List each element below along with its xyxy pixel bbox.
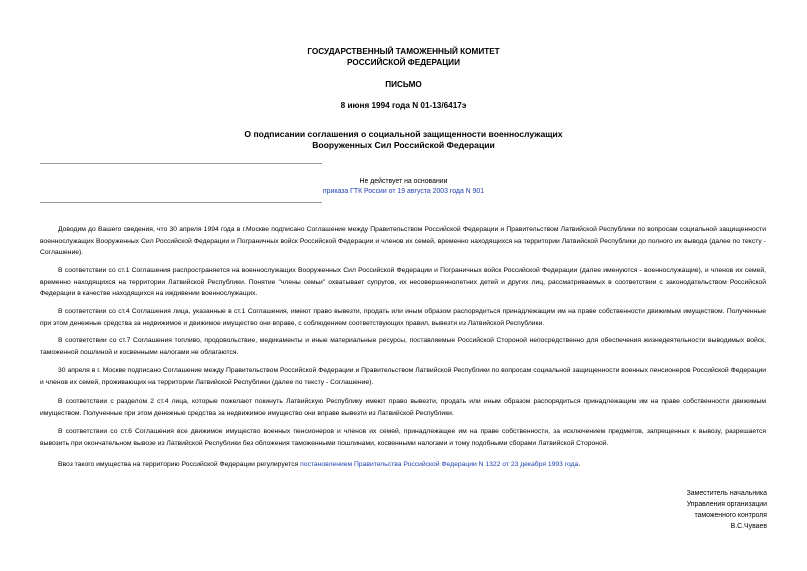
paragraph-8 [40, 459, 766, 471]
paragraph-5: 30 апреля в г. Москве подписано Соглашение между Правительством Российской Федерации и Правительством Латвийской Республики по вопросам социальной защищенности военных пенсионеров Российской Федерации и членов их семей, проживающих на территории Латвийской Республики (далее по тексту - Соглашение). [40, 367, 766, 386]
document-date-number: 8 июня 1994 года N 01-13/6417э [340, 101, 467, 110]
document-title [0, 129, 807, 151]
signature-position-3: таможенного контроля [694, 512, 767, 519]
agency-line-2: РОССИЙСКОЙ ФЕДЕРАЦИИ [347, 58, 460, 67]
paragraph-6: В соответствии с разделом 2 ст.4 лица, которые пожелают покинуть Латвийскую Республику имеют право вывезти, продать или иным образом распорядиться принадлежащим им на праве собственности движимым имуществом. Полученные при этом денежные средства за недвижимое имущество они вправе вывезти из Латвийской Республики. [40, 398, 766, 417]
decree-link[interactable]: постановлением Правительства Российской Федерации N 1322 от 23 декабря 1993 года [300, 461, 579, 468]
signature-block [687, 488, 767, 532]
notice-link[interactable]: приказа ГТК России от 19 августа 2003 года N 901 [322, 188, 485, 195]
paragraph-1: Доводим до Вашего сведения, что 30 апреля 1994 года в г.Москве подписано Соглашение между Правительством Российской Федерации и Правительством Латвийской Республики по вопросам социальной защищенности военнослужащих Вооруженных Сил Российской Федерации и Пограничных войск Российской Федерации и членов их семей, временно находящихся на территории Латвийской Республики до полного их вывода (далее по тексту - Соглашение). [40, 226, 766, 257]
title-line-1: О подписании соглашения о социальной защищенности военнослужащих [244, 129, 563, 139]
title-line-2: Вооруженных Сил Российской Федерации [312, 140, 495, 150]
paragraph-2: В соответствии со ст.1 Соглашения распространяется на военнослужащих Вооруженных Сил Российской Федерации и Пограничных войск Российской Федерации (далее именуются - военнослужащие), и членов их семей, временно находящихся на территории Латвийской Республики. Понятие "члены семьи" охватывает супругов, их несовершеннолетних детей и других лиц, рассматриваемых в соответствии с законодательством Российской Федерации в качестве находящихся на иждивении военнослужащих. [40, 267, 766, 298]
bottom-divider [40, 202, 322, 203]
signature-position-2: Управления организации [686, 501, 767, 508]
agency-line-1: ГОСУДАРСТВЕННЫЙ ТАМОЖЕННЫЙ КОМИТЕТ [307, 47, 500, 56]
signatory-name: В.С.Чуваев [730, 523, 767, 530]
document-type: ПИСЬМО [385, 80, 422, 89]
notice-text: Не действует на основании [359, 178, 448, 185]
paragraph-7: В соответствии со ст.6 Соглашения все движимое имущество военных пенсионеров и членов их семей, принадлежащее им на праве собственности, за исключением предметов, запрещенных к вывозу, разрешается вывозить при окончательном вывозе из Латвийской Республики без обложения таможенными пошлинами, косвенными налогами и тому подобными сборами Латвийской Стороной. [40, 428, 766, 447]
paragraph-8-text: Ввоз такого имущества на территорию Российской Федерации регулируется [58, 461, 301, 468]
signature-position-1: Заместитель начальника [686, 490, 767, 497]
paragraph-8-end: . [578, 461, 581, 468]
paragraph-4: В соответствии со ст.7 Соглашения топливо, продовольствие, медикаменты и иные материальные ресурсы, поставляемые Российской Стороной непосредственно для обеспечения жизнедеятельности выводимых войск, таможенной пошлиной и косвенными налогами не облагаются. [40, 337, 766, 356]
top-divider [40, 163, 322, 164]
agency-name [0, 46, 807, 68]
paragraph-3: В соответствии со ст.4 Соглашения лица, указанные в ст.1 Соглашения, имеют право вывезти, продать или иным образом распорядиться принадлежащим им на праве собственности движимым имуществом. Полученные при этом денежные средства за недвижимое и движимое имущество они вправе, с соблюдением соответствующих правил, вывезти из Латвийской Республики. [40, 308, 766, 327]
